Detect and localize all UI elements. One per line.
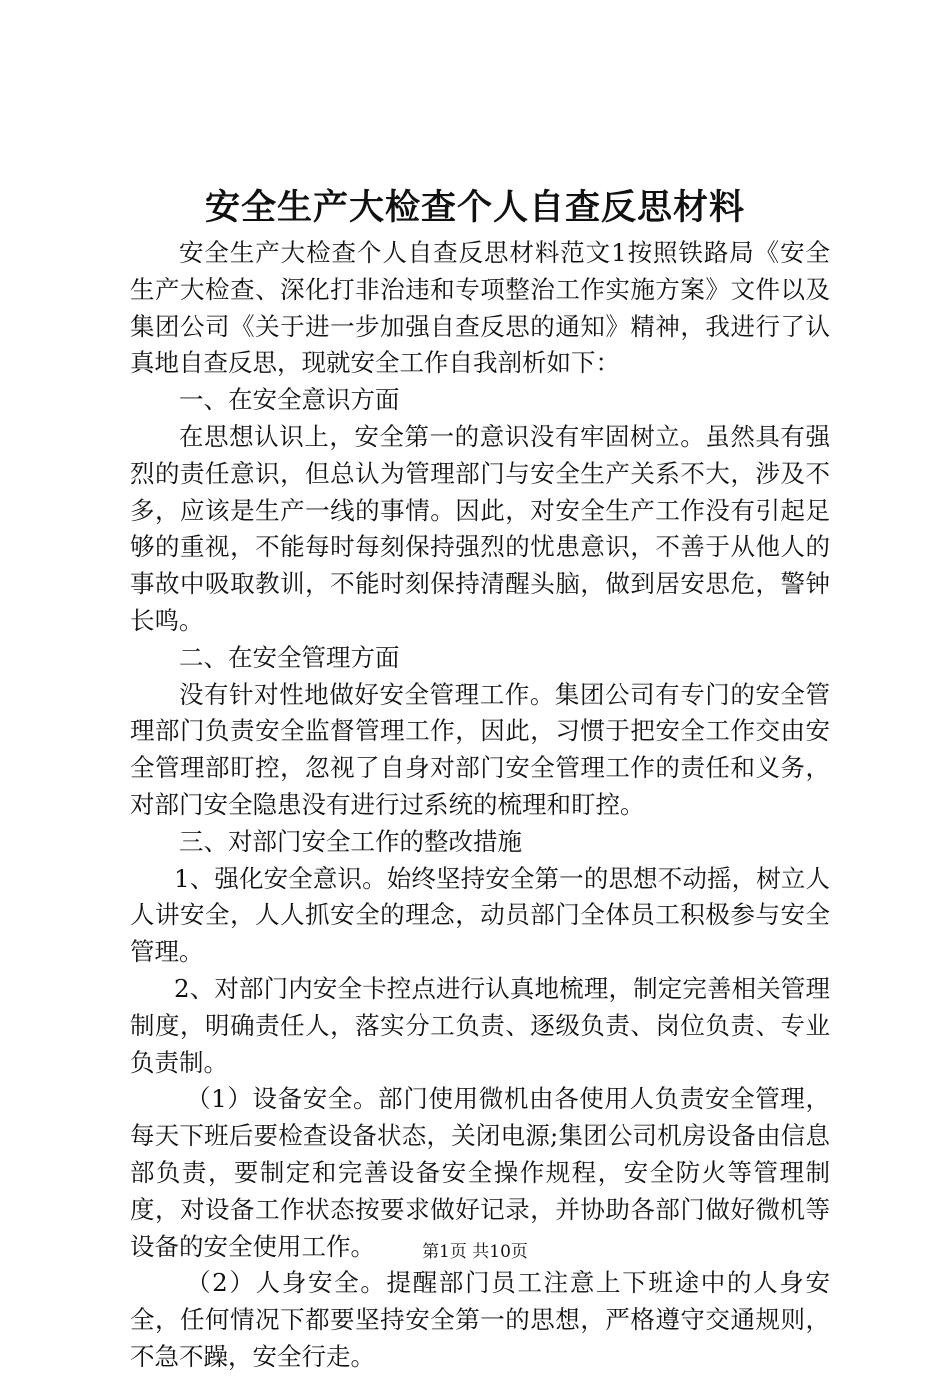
- document-title: 安全生产大检查个人自查反思材料: [204, 187, 745, 228]
- section-heading-1: 一、在安全意识方面: [179, 385, 400, 415]
- page-footer: 第1页 共10页: [422, 1242, 528, 1262]
- section-1-paragraph: 在思想认识上，安全第一的意识没有牢固树立。虽然具有强烈的责任意识，但总认为管理部门与安全生产关系不大，涉及不多，应该是生产一线的事情。因此，对安全生产工作没有引起足够的重视，不能每时每刻保持强烈的忧患意识，不善于从他人的事故中吸取教训，不能时刻保持清醒头脑，做到居安思危，警钟长鸣。: [130, 421, 830, 635]
- document-body: [130, 235, 830, 1376]
- personal-safety-paragraph: （2）人身安全。提醒部门员工注意上下班途中的人身安全，任何情况下都要坚持安全第一的思想，严格遵守交通规则，不急不躁，安全行走。: [130, 1268, 830, 1371]
- section-2-paragraph: 没有针对性地做好安全管理工作。集团公司有专门的安全管理部门负责安全监督管理工作，因此，习惯于把安全工作交由安全管理部盯控，忽视了自身对部门安全管理工作的责任和义务，对部门安全隐患没有进行过系统的梳理和盯控。: [130, 679, 830, 819]
- intro-paragraph: 安全生产大检查个人自查反思材料范文1按照铁路局《安全生产大检查、深化打非治违和专项整治工作实施方案》文件以及集团公司《关于进一步加强自查反思的通知》精神，我进行了认真地自查反思，现就安全工作自我剖析如下：: [130, 238, 830, 378]
- section-heading-2: 二、在安全管理方面: [179, 642, 400, 672]
- section-heading-3: 三、对部门安全工作的整改措施: [179, 826, 522, 856]
- measure-1-paragraph: 1、强化安全意识。始终坚持安全第一的思想不动摇，树立人人讲安全，人人抓安全的理念，动员部门全体员工积极参与安全管理。: [130, 863, 830, 967]
- equipment-safety-paragraph: （1）设备安全。部门使用微机由各使用人负责安全管理，每天下班后要检查设备状态，关闭电源;集团公司机房设备由信息部负责，要制定和完善设备安全操作规程，安全防火等管理制度，对设备工作状态按要求做好记录，并协助各部门做好微机等设备的安全使用工作。: [130, 1084, 830, 1261]
- measure-2-paragraph: 2、对部门内安全卡控点进行认真地梳理，制定完善相关管理制度，明确责任人，落实分工负责、逐级负责、岗位负责、专业负责制。: [130, 973, 830, 1077]
